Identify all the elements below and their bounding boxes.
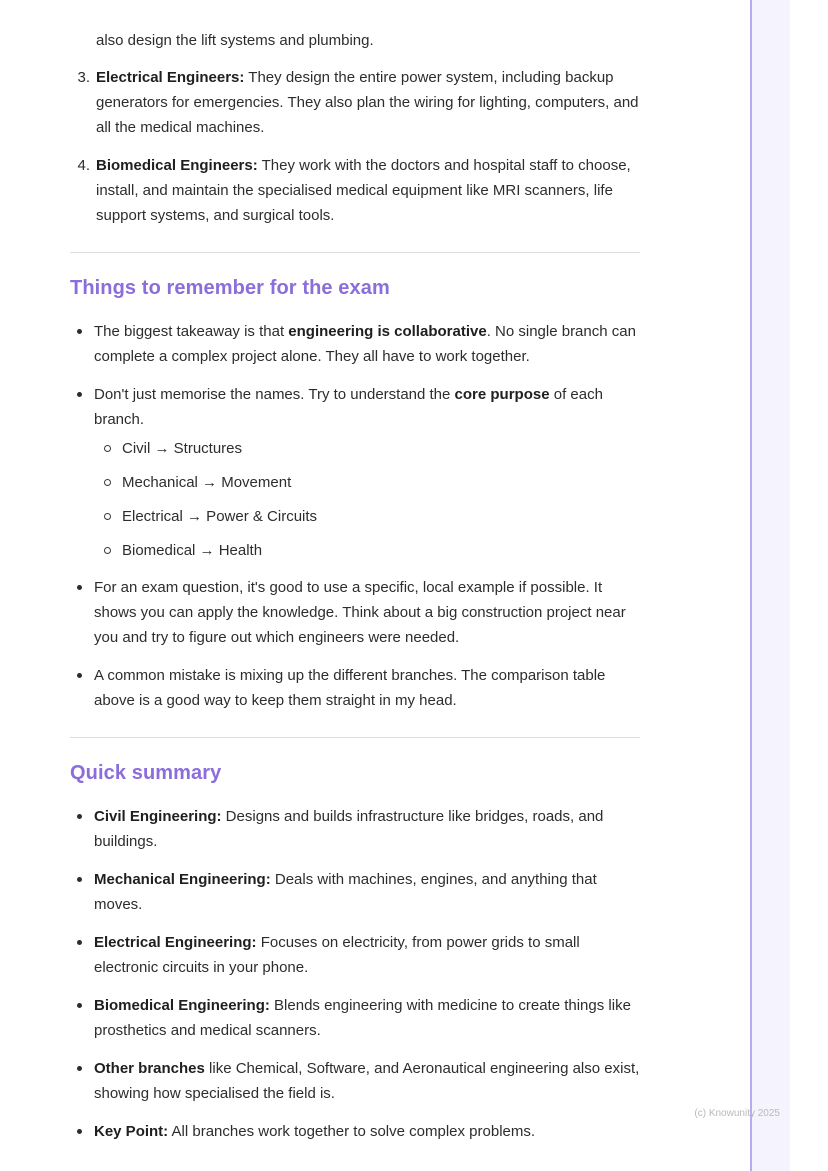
list-item-text: They work with the doctors and hospital staff to choose, install, and maintain the specialised medical equipment like MRI scanners, life support systems, and surgical tools. (96, 157, 631, 224)
bullet-lead: Mechanical Engineering: (94, 871, 271, 888)
section-heading-summary: Quick summary (70, 762, 222, 784)
list-item (70, 1119, 640, 1144)
list-item-text: They design the entire power system, including backup generators for emergencies. They also plan the wiring for lighting, computers, and all the medical machines. (96, 69, 639, 136)
list-item-lead: Biomedical Engineers: (96, 157, 258, 174)
list-item: Mechanical → Movement (94, 472, 640, 494)
bullet-text: All branches work together to solve complex problems. (168, 1123, 536, 1140)
numbered-list-engineer-roles (70, 65, 640, 228)
bullet-lead: Electrical Engineering: (94, 934, 257, 951)
bullet-list-exam-tips (70, 319, 640, 713)
bullet-text: Focuses on electricity, from power grids to small electronic circuits in your phone. (94, 934, 580, 976)
list-item (70, 575, 640, 650)
bullet-text-pre: Don't just memorise the names. Try to understand the (94, 386, 455, 403)
list-marker: 4. (77, 157, 90, 174)
list-item (70, 663, 640, 713)
bullet-text-post: . No single branch can complete a complex project alone. They all have to work together. (94, 323, 636, 365)
list-item (70, 867, 640, 917)
page-edge-strip (750, 0, 790, 1171)
list-item (70, 993, 640, 1043)
list-item-lead: Electrical Engineers: (96, 69, 245, 86)
bullet-list-quick-summary (70, 804, 640, 1144)
section-divider (70, 252, 640, 253)
bullet-lead: Civil Engineering: (94, 808, 222, 825)
list-item (70, 319, 640, 369)
list-item: Civil → Structures (94, 438, 640, 460)
bullet-lead: Biomedical Engineering: (94, 997, 270, 1014)
bullet-text-pre: The biggest takeaway is that (94, 323, 289, 340)
list-item: Biomedical → Health (94, 540, 640, 562)
bullet-text: Deals with machines, engines, and anything that moves. (94, 871, 597, 913)
bullet-text-pre: A common mistake is mixing up the different branches. The comparison table above is a good way to keep them straight in my head. (94, 667, 606, 709)
bullet-text-bold: engineering is collaborative (288, 323, 487, 340)
bullet-text-pre: For an exam question, it's good to use a specific, local example if possible. It shows you can apply the knowledge. Think about a big construction project near you and try to figure out which engineers were needed. (94, 579, 626, 646)
bullet-text: Designs and builds infrastructure like bridges, roads, and buildings. (94, 808, 604, 850)
watermark: (c) Knowunity 2025 (694, 1108, 780, 1119)
bullet-text-bold: core purpose (454, 386, 550, 403)
section-heading-exam: Things to remember for the exam (70, 277, 390, 299)
bullet-text: Blends engineering with medicine to create things like prosthetics and medical scanners. (94, 997, 631, 1039)
bullet-lead: Other branches (94, 1060, 205, 1077)
list-item (70, 153, 640, 228)
list-item (70, 930, 640, 980)
list-item (70, 804, 640, 854)
list-item (70, 382, 640, 562)
bullet-lead: Key Point: (94, 1123, 169, 1140)
section-divider (70, 737, 640, 738)
continued-paragraph: also design the lift systems and plumbing. (96, 32, 374, 49)
sub-bullet-list-branch-purposes (94, 438, 640, 562)
list-item (70, 65, 640, 140)
list-item (70, 1056, 640, 1106)
list-item: Electrical → Power & Circuits (94, 506, 640, 528)
list-marker: 3. (77, 69, 90, 86)
bullet-text-post: of each branch. (94, 386, 603, 428)
bullet-text: like Chemical, Software, and Aeronautical engineering also exist, showing how specialised the field is. (94, 1060, 640, 1102)
